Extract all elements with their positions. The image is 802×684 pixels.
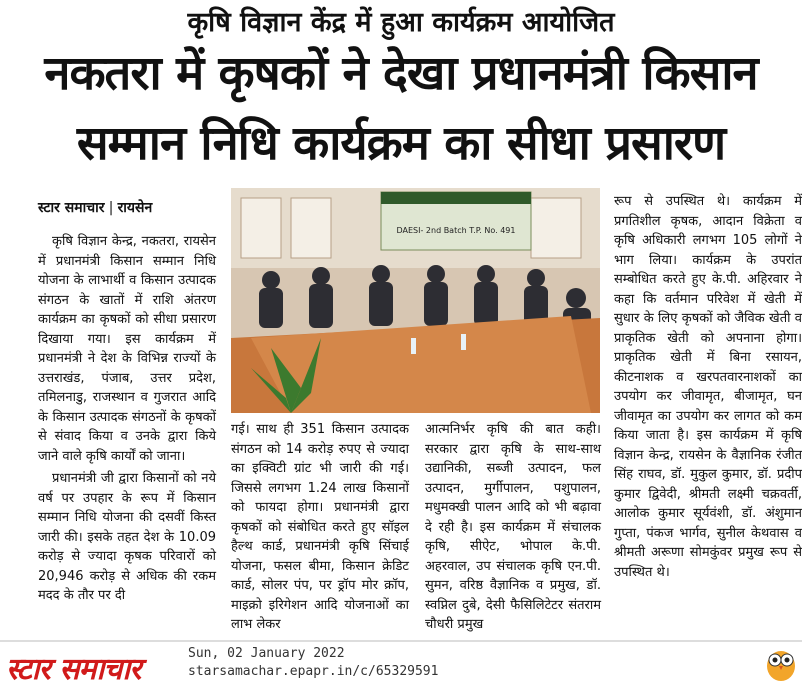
publication-url[interactable]: starsamachar.epapr.in/c/65329591 [188, 664, 439, 679]
publication-logo: स्टार समाचार [6, 652, 141, 684]
owl-icon [764, 644, 798, 682]
kicker: कृषि विज्ञान केंद्र में हुआ कार्यक्रम आयोजित [187, 7, 615, 38]
article-column-3 [425, 420, 601, 635]
byline: स्टार समाचार | रायसेन [38, 200, 153, 216]
column-2-text: गई। साथ ही 351 किसान उत्पादक संगठन को 14 करोड़ रुपए से ज्यादा का इक्विटी ग्रांट भी जारी की गई। जिससे लगभग 1.24 लाख किसानों को फायदा होगा। प्रधानमंत्री द्वारा कृषकों को संबोधित करते हुए सॉइल हैल्थ कार्ड, प्रधानमंत्री कृषि सिंचाई योजना, फसल बीमा, किसान क्रेडिट कार्ड, सोलर पंप, पर ड्रॉप मोर क्रॉप, माइक्रो इरिगेशन आदि योजनाओं का लाभ लेकर [231, 422, 409, 632]
byline-place: रायसेन [117, 200, 153, 216]
banner-text: DAESI- 2nd Batch T.P. No. 491 [396, 226, 516, 235]
article-column-2 [231, 420, 409, 635]
headline-line-2: सम्मान निधि कार्यक्रम का सीधा प्रसारण [76, 116, 726, 171]
event-photo [231, 188, 600, 413]
headline-line-1: नकतरा में कृषकों ने देखा प्रधानमंत्री किसान [44, 46, 758, 101]
column-1-paragraph-1: कृषि विज्ञान केन्द्र, नकतरा, रायसेन में प्रधानमंत्री किसान सम्मान निधि योजना के लाभार्थी व किसान उत्पादक संगठन के खातों में राशि अंतरण कार्यक्रम का कृषकों को सीधा प्रसारण दिखाया गया। इस कार्यक्रम में प्रधानमंत्री ने देश के विभिन्न राज्यों के उत्तराखंड, पंजाब, उत्तर प्रदेश, तमिलनाडु, राजस्थान व गुजरात आदि के किसान उत्पादक संगठनों के कृषकों से संवाद किया व उनके द्वारा किये जाने वाले कृषि कार्यों को जाना। [38, 234, 216, 464]
column-1-paragraph-2: प्रधानमंत्री जी द्वारा किसानों को नये वर्ष पर उपहार के रूप में किसान सम्मान निधि योजना की दसवीं किस्त जारी की। इसके तहत देश के 10.09 करोड़ से ज्यादा कृषक परिवारों को 20,946 करोड़ से अधिक की रकम मदद के तौर पर दी [38, 471, 216, 603]
byline-source: स्टार समाचार [38, 200, 105, 216]
publication-date: Sun, 02 January 2022 [188, 646, 345, 661]
article-column-1 [38, 232, 216, 606]
column-3-text: आत्मनिर्भर कृषि की बात कही। सरकार द्वारा कृषि के साथ-साथ उद्यानिकी, सब्जी उत्पादन, फल उत्पादन, मुर्गीपालन, पशुपालन, मधुमक्खी पालन आदि को भी बढ़ावा दे रही है। इस कार्यक्रम में संचालक कृषि, सीऐट, भोपाल के.पी. अहरवाल, उप संचालक कृषि एन.पी. सुमन, वरिष्ठ वैज्ञानिक व प्रमुख, डॉ. स्वप्निल दुबे, देसी फैसिलिटेटर संतराम चौधरी प्रमुख [425, 422, 601, 632]
article-column-4 [614, 192, 802, 582]
column-4-text: रूप से उपस्थित थे। कार्यक्रम में प्रगतिशील कृषक, आदान विक्रेता व कृषि अधिकारी लगभग 105 लोगों ने भाग लिया। कार्यक्रम के उपरांत सम्बोधित करते हुए के.पी. अहिरवार ने कहा कि वर्तमान परिवेश में खेती में सुधार के लिए कृषकों को जैविक खेती व प्राकृतिक खेती को अपनाना होगा। प्राकृतिक खेती में बिना रसायन, कीटनाशक व खरपतवारनाशकों का उपयोग कर जीवामृत, बीजामृत, घन जीवामृत का उपयोग कर लागत को कम किया जाता है। इस कार्यक्रम में कृषि विज्ञान केन्द्र, रायसेन के वैज्ञानिक रंजीत सिंह राघव, डॉ. मुकुल कुमार, डॉ. प्रदीप कुमार द्विवेदी, श्रीमती लक्ष्मी चक्रवर्ती, आलोक कुमार सूर्यवंशी, डॉ. अंशुमान गुप्ता, पंकज भार्गव, सुनील केथवास व श्रीमती अरूणा सोमकुंवर प्रमुख रूप से उपस्थित थे। [614, 194, 802, 580]
